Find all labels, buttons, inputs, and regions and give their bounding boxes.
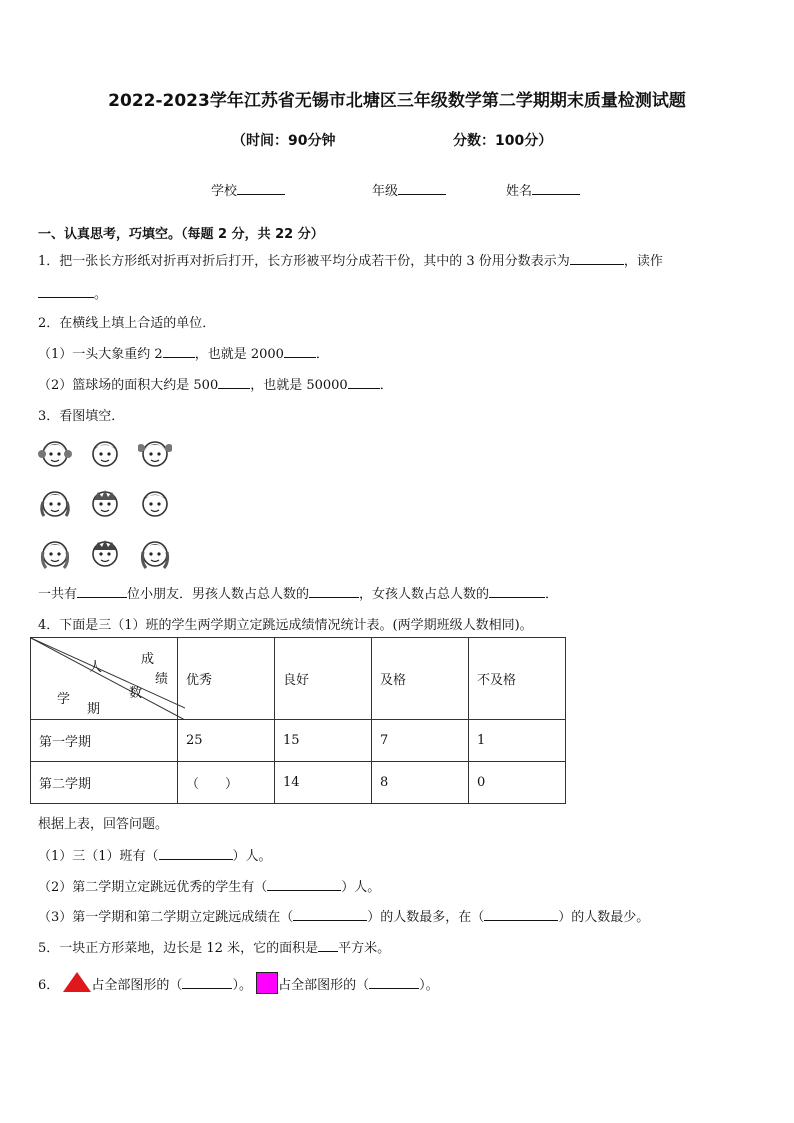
name-blank[interactable] <box>532 182 580 195</box>
question-2-1: （1）一头大象重约 2 ，也就是 2000 ． <box>38 347 329 362</box>
diag-label-xue: 学 <box>57 692 71 707</box>
q4-3-blank-least[interactable] <box>484 908 558 921</box>
q1-fraction-blank[interactable] <box>570 252 624 265</box>
q3-total-blank[interactable] <box>77 585 127 598</box>
question-1: 1．把一张长方形纸对折再对折后打开，长方形被平均分成若干份，其中的 3 份用分数表示为 ，读作 <box>38 254 663 269</box>
q2-1-blank-b[interactable] <box>284 345 316 358</box>
question-4: 4．下面是三（1）班的学生两学期立定跳远成绩情况统计表。(两学期班级人数相同)。 <box>38 618 533 633</box>
column-header: 不及格 <box>469 638 566 720</box>
question-3: 3．看图填空． <box>38 409 125 424</box>
diag-label-cheng: 成 <box>141 652 155 667</box>
girl-face-icon <box>38 486 72 520</box>
girl-face-icon <box>138 536 172 570</box>
time-limit: （时间：90分钟 <box>232 133 336 149</box>
diag-label-ren: 人 <box>89 660 103 675</box>
name-field: 姓名 <box>506 180 580 199</box>
question-1-cont: 。 <box>38 283 107 302</box>
q4-1-blank[interactable] <box>159 847 233 860</box>
column-header: 优秀 <box>178 638 275 720</box>
boy-face-icon <box>88 486 122 520</box>
school-blank[interactable] <box>237 182 285 195</box>
table-cell-blank[interactable]: （ ） <box>178 762 275 804</box>
question-4-2: （2）第二学期立定跳远优秀的学生有（ ）人。 <box>38 880 381 895</box>
red-triangle-icon <box>63 972 91 992</box>
question-3-fill: 一共有 位小朋友．男孩人数占总人数的 ，女孩人数占总人数的 ． <box>38 587 559 602</box>
boy-face-icon <box>88 536 122 570</box>
girl-face-icon <box>38 536 72 570</box>
q5-blank[interactable] <box>318 939 338 952</box>
q4-3-blank-most[interactable] <box>293 908 367 921</box>
q4-2-blank[interactable] <box>267 878 341 891</box>
table-cell: 0 <box>469 762 566 804</box>
q1-reading-blank[interactable] <box>38 285 94 298</box>
table-row <box>31 762 566 804</box>
score-table <box>30 637 566 804</box>
q6-square-blank[interactable] <box>369 976 419 989</box>
row-label: 第二学期 <box>31 762 178 804</box>
diag-label-ji: 绩 <box>155 672 169 687</box>
children-picture <box>38 436 188 570</box>
question-5: 5．一块正方形菜地，边长是 12 米，它的面积是 平方米。 <box>38 941 391 956</box>
table-cell: 1 <box>469 720 566 762</box>
grade-blank[interactable] <box>398 182 446 195</box>
q2-2-blank-b[interactable] <box>348 376 380 389</box>
diagonal-header-cell <box>31 638 178 720</box>
diag-label-qi: 期 <box>87 702 101 717</box>
question-4-prompt: 根据上表，回答问题。 <box>38 817 169 832</box>
diag-label-shu: 数 <box>129 686 143 701</box>
table-row <box>31 720 566 762</box>
page-title: 2022-2023学年江苏省无锡市北塘区三年级数学第二学期期末质量检测试题 <box>108 91 686 111</box>
table-cell: 15 <box>275 720 372 762</box>
question-4-3: （3）第一学期和第二学期立定跳远成绩在（ ）的人数最多，在（ ）的人数最少。 <box>38 910 650 925</box>
question-2: 2．在横线上填上合适的单位． <box>38 316 216 331</box>
school-field: 学校 <box>211 180 285 199</box>
q2-2-blank-a[interactable] <box>218 376 250 389</box>
question-6: 6． 占全部图形的（ ）。 占全部图形的（ ）。 <box>38 972 439 994</box>
table-cell: 7 <box>372 720 469 762</box>
q2-1-blank-a[interactable] <box>163 345 195 358</box>
question-4-1: （1）三（1）班有（ ）人。 <box>38 849 272 864</box>
question-2-2: （2）篮球场的面积大约是 500 ，也就是 50000 ． <box>38 378 393 393</box>
column-header: 良好 <box>275 638 372 720</box>
magenta-square-icon <box>256 972 278 994</box>
q3-girls-blank[interactable] <box>489 585 545 598</box>
q3-boys-blank[interactable] <box>309 585 359 598</box>
grade-field: 年级 <box>372 180 446 199</box>
q6-triangle-blank[interactable] <box>182 976 232 989</box>
table-cell: 25 <box>178 720 275 762</box>
table-cell: 14 <box>275 762 372 804</box>
section-heading: 一、认真思考，巧填空。（每题 2 分，共 22 分） <box>38 227 324 242</box>
girl-face-icon <box>138 436 172 470</box>
total-score: 分数：100分） <box>453 133 553 149</box>
boy-face-icon <box>88 436 122 470</box>
column-header: 及格 <box>372 638 469 720</box>
row-label: 第一学期 <box>31 720 178 762</box>
girl-face-icon <box>38 436 72 470</box>
boy-face-icon <box>138 486 172 520</box>
table-header-row <box>31 638 566 720</box>
table-cell: 8 <box>372 762 469 804</box>
